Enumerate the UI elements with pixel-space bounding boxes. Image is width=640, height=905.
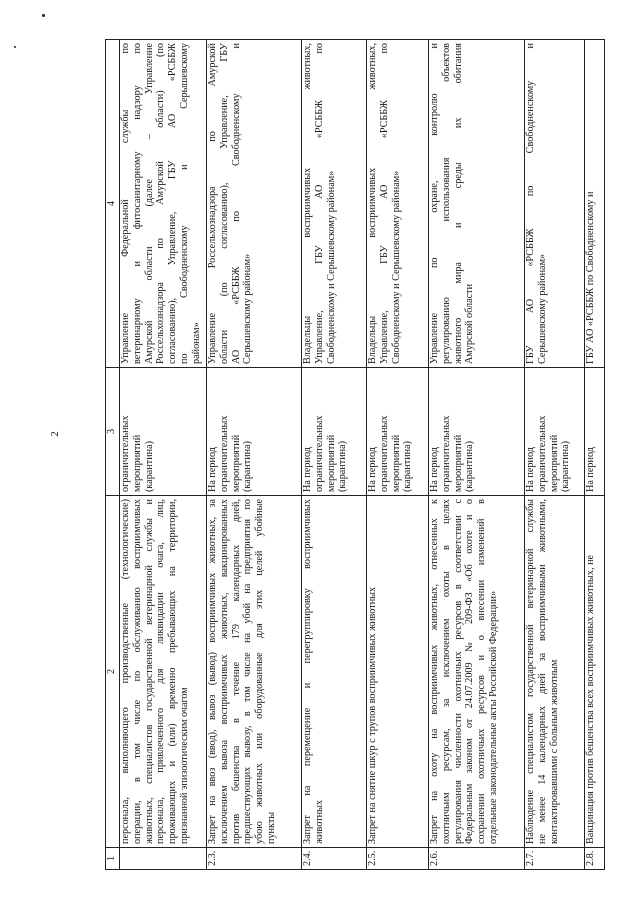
period-cell-line: ограничительных (313, 415, 325, 492)
period-cell (429, 368, 525, 496)
period-cell-line: На период (429, 447, 440, 492)
measure-cell-line: охотничьим ресурсам, за исключением охоты в целях (440, 499, 452, 844)
responsible-cell (429, 40, 525, 368)
header-col-4: 4 (106, 40, 120, 368)
measure-cell-line: Запрет на снятие шкур с трупов восприимчивых животных (367, 586, 378, 844)
measure-cell-line: не менее 14 календарных дней за восприимчивыми животными, (536, 499, 548, 844)
measure-cell-line: против бешенства в течение 179 календарных дней, (230, 499, 242, 844)
period-cell (207, 368, 302, 496)
header-row (106, 40, 120, 870)
period-cell-line: мероприятий (390, 434, 402, 492)
responsible-cell-line: Серышевскому районам» (536, 253, 548, 364)
measure-cell-line: пункты (265, 811, 277, 844)
responsible-cell-line: Управление Россельхознадзора по Амурской (207, 43, 218, 364)
measure-cell-line: Запрет на охоту на восприимчивых животных, отнесенных к (429, 499, 440, 844)
row-number: 2.6. (429, 848, 525, 870)
measure-cell-line: проживающих и (или) временно пребывающих на территории, (167, 499, 179, 844)
period-cell (585, 368, 605, 496)
row-number: 2.5. (367, 848, 429, 870)
period-cell (302, 368, 367, 496)
period-cell-line: (карантина) (560, 440, 572, 492)
table-row (429, 40, 525, 870)
measure-cell-line: Наблюдение специалистом государственной ветеринарной службы (525, 499, 536, 844)
measure-cell-line: Вакцинация против бешенства всех восприимчивых животных, не (585, 554, 596, 844)
responsible-cell-line: Свободненскому и Серышевскому районам» (325, 170, 337, 364)
responsible-cell-line: Управление по охране, контролю и (429, 43, 440, 364)
responsible-cell-line: Управление, ГБУ АО «РСББЖ по (313, 43, 325, 364)
period-cell-line: На период (525, 447, 536, 492)
responsible-cell-line: Свободненскому и Серышевскому районам» (390, 170, 402, 364)
row-number (120, 848, 207, 870)
measure-cell (429, 496, 525, 848)
row-number: 2.4. (302, 848, 367, 870)
table-row (207, 40, 302, 870)
responsible-cell-line: Владельцы восприимчивых животных, (367, 43, 378, 364)
measure-cell-line: сохранении охотничьих ресурсов и о внесении изменений в (476, 499, 488, 844)
row-number: 2.8. (585, 848, 605, 870)
period-cell-line: На период (367, 447, 378, 492)
responsible-cell (585, 40, 605, 368)
header-col-3: 3 (106, 368, 120, 496)
responsible-cell-line: животного мира и среды их обитания (452, 43, 464, 364)
measure-cell-line: персонала, привлеченного для ликвидации очага, лиц, (155, 499, 167, 844)
measure-cell (302, 496, 367, 848)
rotated-table-container (105, 40, 610, 870)
responsible-cell (367, 40, 429, 368)
measure-cell (207, 496, 302, 848)
responsible-cell-line: Россельхознадзора по Амурской области) (по (155, 43, 167, 364)
period-cell-line: (карантина) (337, 440, 349, 492)
period-cell-line: ограничительных (536, 415, 548, 492)
period-cell-line: (карантина) (143, 440, 155, 492)
measure-cell-line: исключением вывоза восприимчивых животных, вакцинированных (218, 499, 230, 844)
responsible-cell (302, 40, 367, 368)
row-number: 2.7. (525, 848, 585, 870)
measures-table (105, 39, 605, 870)
responsible-cell (120, 40, 207, 368)
measure-cell (585, 496, 605, 848)
responsible-cell-line: согласованию), Управление, ГБУ АО «РСББЖ (167, 43, 179, 364)
responsible-cell-line: ГБУ АО «РСББЖ по Свободненскому и (525, 43, 536, 364)
responsible-cell-line: по Свободненскому и Серышевскому (178, 43, 190, 364)
responsible-cell-line: Владельцы восприимчивых животных, (302, 43, 313, 364)
table-row (367, 40, 429, 870)
scan-speck (42, 14, 45, 17)
responsible-cell (207, 40, 302, 368)
responsible-cell-line: ГБУ АО «РСББЖ по Свободненскому и (585, 191, 596, 364)
page-number: 2 (48, 431, 61, 437)
scan-speck (14, 46, 16, 48)
measure-cell (367, 496, 429, 848)
measure-cell-line: животных, специалистов государственной ветеринарной службы и (143, 499, 155, 844)
period-cell-line: ограничительных (378, 415, 390, 492)
period-cell-line: ограничительных (120, 415, 131, 492)
header-col-2: 2 (106, 496, 120, 848)
measure-cell-line: признанной эпизоотическим очагом (178, 687, 190, 844)
responsible-cell-line: Управление Федеральной службы по (120, 43, 131, 364)
period-cell (367, 368, 429, 496)
measure-cell-line: животных (313, 799, 325, 844)
header-col-1: 1 (106, 848, 120, 870)
period-cell-line: (карантина) (242, 440, 254, 492)
responsible-cell-line: АО «РСББЖ по Свободненскому и (230, 43, 242, 364)
period-cell-line: мероприятий (325, 434, 337, 492)
period-cell-line: ограничительных (440, 415, 452, 492)
period-cell-line: мероприятий (548, 434, 560, 492)
measure-cell-line: Федеральным законом от 24.07.2009 № 209-ФЗ «Об охоте и о (464, 499, 476, 844)
table-row (120, 40, 207, 870)
row-number: 2.3. (207, 848, 302, 870)
table-row (585, 40, 605, 870)
responsible-cell-line: регулированию использования объектов (440, 43, 452, 364)
measure-cell-line: отдельные законодательные акты Российской Федерации» (487, 590, 499, 844)
measure-cell-line: Запрет на перемещение и перегруппировку восприимчивых (302, 499, 313, 844)
measure-cell (525, 496, 585, 848)
measure-cell-line: персонала, выполняющего производственные (технологические) (120, 499, 131, 844)
period-cell-line: (карантина) (402, 440, 414, 492)
measure-cell-line: Запрет на ввоз (ввод), вывоз (вывод) восприимчивых животных, за (207, 499, 218, 844)
responsible-cell-line: области (по согласованию), Управление, ГБУ (218, 43, 230, 364)
responsible-cell-line: Амурской области (464, 283, 476, 364)
period-cell (525, 368, 585, 496)
responsible-cell-line: Серышевскому районам» (242, 253, 254, 364)
responsible-cell (525, 40, 585, 368)
measure-cell-line: контактировавшими с больным животным (548, 659, 560, 844)
responsible-cell-line: Управление, ГБУ АО «РСББЖ по (378, 43, 390, 364)
measure-cell (120, 496, 207, 848)
period-cell-line: (карантина) (464, 440, 476, 492)
period-cell-line: мероприятий (131, 434, 143, 492)
measure-cell-line: предшествующих вывозу, в том числе на убой на предприятия по (242, 499, 254, 844)
period-cell (120, 368, 207, 496)
measure-cell-line: регулирования численности охотничьих ресурсов в соответствии с (452, 499, 464, 844)
measure-cell-line: убою животных или оборудованные для этих целей убойные (254, 499, 266, 844)
measure-cell-line: операции, в том числе по обслуживанию восприимчивых (131, 499, 143, 844)
table-row (302, 40, 367, 870)
responsible-cell-line: районам» (190, 322, 202, 364)
table-row (525, 40, 585, 870)
responsible-cell-line: Амурской области (далее – Управление (143, 43, 155, 364)
period-cell-line: На период (585, 447, 596, 492)
period-cell-line: мероприятий (230, 434, 242, 492)
period-cell-line: ограничительных (218, 415, 230, 492)
period-cell-line: На период (302, 447, 313, 492)
period-cell-line: На период (207, 447, 218, 492)
responsible-cell-line: ветеринарному и фитосанитарному надзору по (131, 43, 143, 364)
period-cell-line: мероприятий (452, 434, 464, 492)
